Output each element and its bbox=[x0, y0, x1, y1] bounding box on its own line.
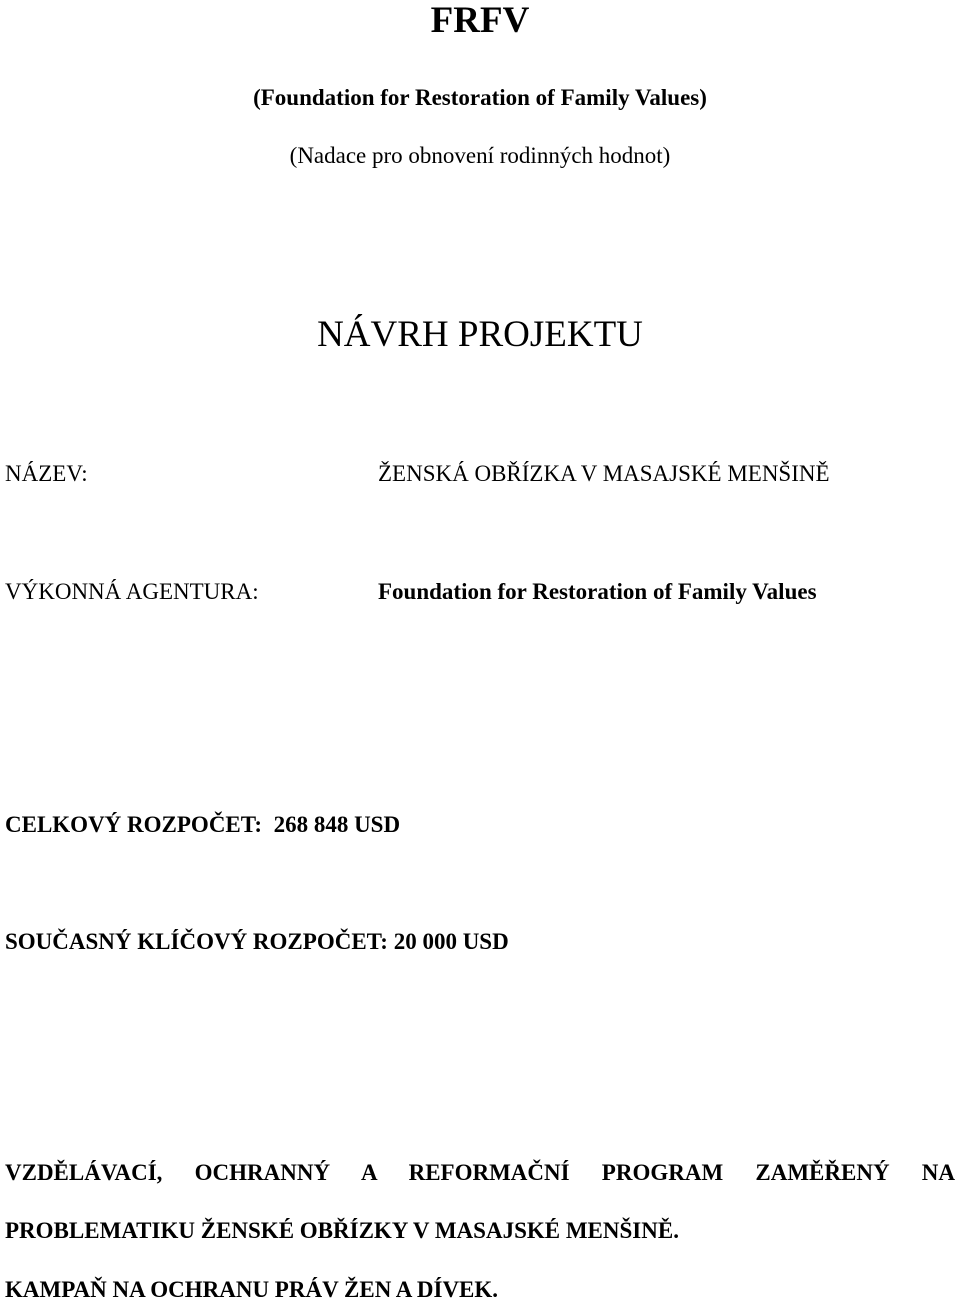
organization-name-czech: (Nadace pro obnovení rodinných hodnot) bbox=[289, 143, 671, 168]
organization-acronym: FRFV bbox=[430, 0, 530, 41]
program-summary-line-1: VZDĚLÁVACÍ, OCHRANNÝ A REFORMAČNÍ PROGRAM ZAMĚŘENÝ NA bbox=[5, 1160, 955, 1185]
current-key-budget: SOUČASNÝ KLÍČOVÝ ROZPOČET: 20 000 USD bbox=[5, 929, 509, 954]
project-name-label: NÁZEV: bbox=[5, 461, 88, 486]
program-summary-line-2: PROBLEMATIKU ŽENSKÉ OBŘÍZKY V MASAJSKÉ MENŠINĚ. bbox=[5, 1218, 679, 1243]
total-budget: CELKOVÝ ROZPOČET: 268 848 USD bbox=[5, 812, 401, 837]
organization-name-english: (Foundation for Restoration of Family Values) bbox=[253, 85, 707, 110]
project-name-value: ŽENSKÁ OBŘÍZKA V MASAJSKÉ MENŠINĚ bbox=[378, 461, 830, 486]
executing-agency-label: VÝKONNÁ AGENTURA: bbox=[5, 579, 259, 604]
document-title: NÁVRH PROJEKTU bbox=[317, 314, 643, 355]
campaign-statement: KAMPAŇ NA OCHRANU PRÁV ŽEN A DÍVEK. bbox=[5, 1277, 499, 1302]
executing-agency-value: Foundation for Restoration of Family Values bbox=[378, 579, 817, 604]
